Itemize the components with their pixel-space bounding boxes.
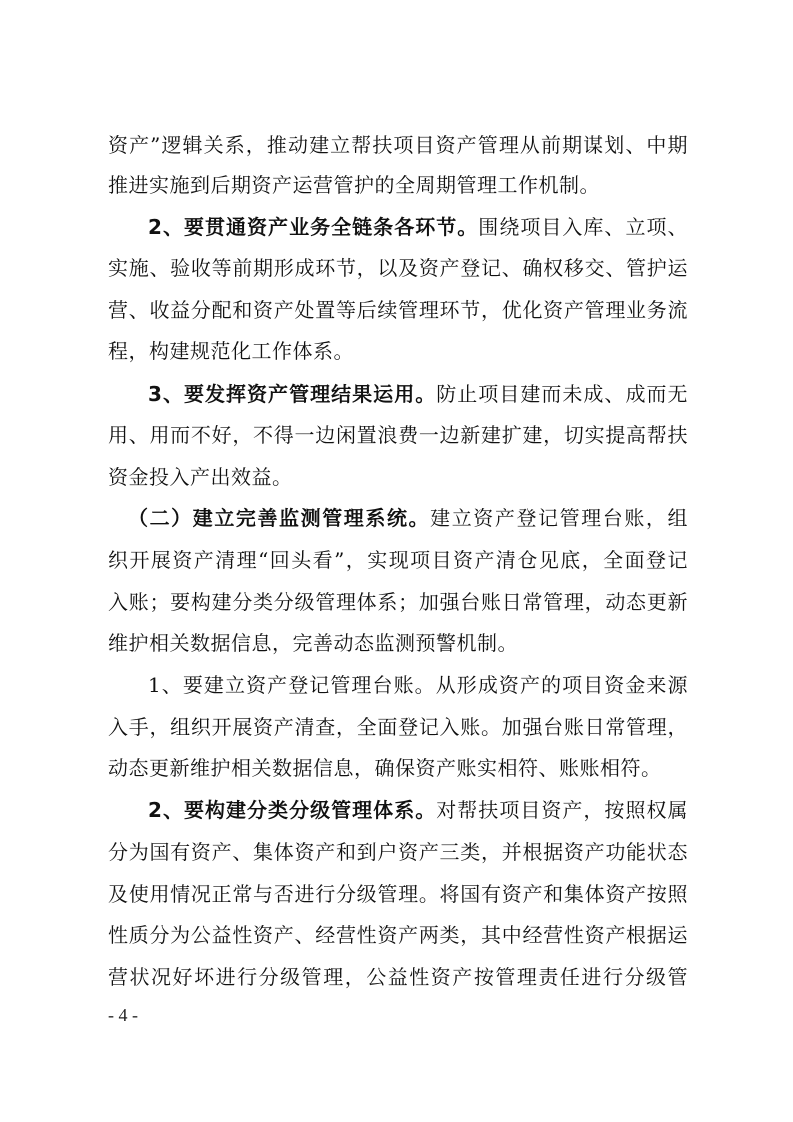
text-line: 及使用情况正常与否进行分级管理。将国有资产和集体资产按照: [108, 882, 688, 906]
paragraph-text: 对帮扶项目资产，按照权属: [436, 798, 689, 822]
paragraph-first-line: [148, 209, 688, 245]
page-number: - 4 -: [108, 1005, 138, 1025]
paragraph-first-line: 1、要建立资产登记管理台账。从形成资产的项目资金来源: [148, 673, 688, 697]
text-line: 营状况好坏进行分级管理，公益性资产按管理责任进行分级管: [108, 965, 688, 989]
text-line: 用、用而不好，不得一边闲置浪费一边新建扩建，切实提高帮扶: [108, 423, 688, 447]
text-line: 分为国有资产、集体资产和到户资产三类，并根据资产功能状态: [108, 840, 688, 864]
text-line: 程，构建规范化工作体系。: [108, 339, 354, 363]
text-line: 维护相关数据信息，完善动态监测预警机制。: [108, 631, 518, 655]
text-line: 营、收益分配和资产处置等后续管理环节，优化资产管理业务流: [108, 298, 688, 322]
text-line: 资金投入产出效益。: [108, 465, 293, 489]
text-line: 资产”逻辑关系，推动建立帮扶项目资产管理从前期谋划、中期: [108, 133, 688, 157]
paragraph-text: 围绕项目入库、立项、: [478, 215, 689, 239]
paragraph-first-line: [148, 376, 688, 412]
text-line: 入手，组织开展资产清查，全面登记入账。加强台账日常管理，: [108, 715, 688, 739]
text-line: 实施、验收等前期形成环节，以及资产登记、确权移交、管护运: [108, 256, 688, 280]
paragraph-first-line: [148, 792, 688, 828]
paragraph-heading: 2、要贯通资产业务全链条各环节。: [148, 215, 479, 239]
paragraph-heading: 3、要发挥资产管理结果运用。: [148, 382, 437, 406]
section-heading: （二）建立完善监测管理系统。: [128, 506, 431, 530]
text-line: 入账；要构建分类分级管理体系；加强台账日常管理，动态更新: [108, 590, 688, 614]
text-line: 织开展资产清理“回头看”，实现项目资产清仓见底，全面登记: [108, 548, 688, 572]
paragraph-first-line: [128, 500, 688, 536]
paragraph-heading: 2、要构建分类分级管理体系。: [148, 798, 437, 822]
text-line: 动态更新维护相关数据信息，确保资产账实相符、账账相符。: [108, 756, 662, 780]
text-line: 推进实施到后期资产运营管护的全周期管理工作机制。: [108, 173, 600, 197]
text-line: 性质分为公益性资产、经营性资产两类，其中经营性资产根据运: [108, 923, 688, 947]
paragraph-text: 建立资产登记管理台账，组: [430, 506, 689, 530]
paragraph-text: 防止项目建而未成、成而无: [436, 382, 689, 406]
